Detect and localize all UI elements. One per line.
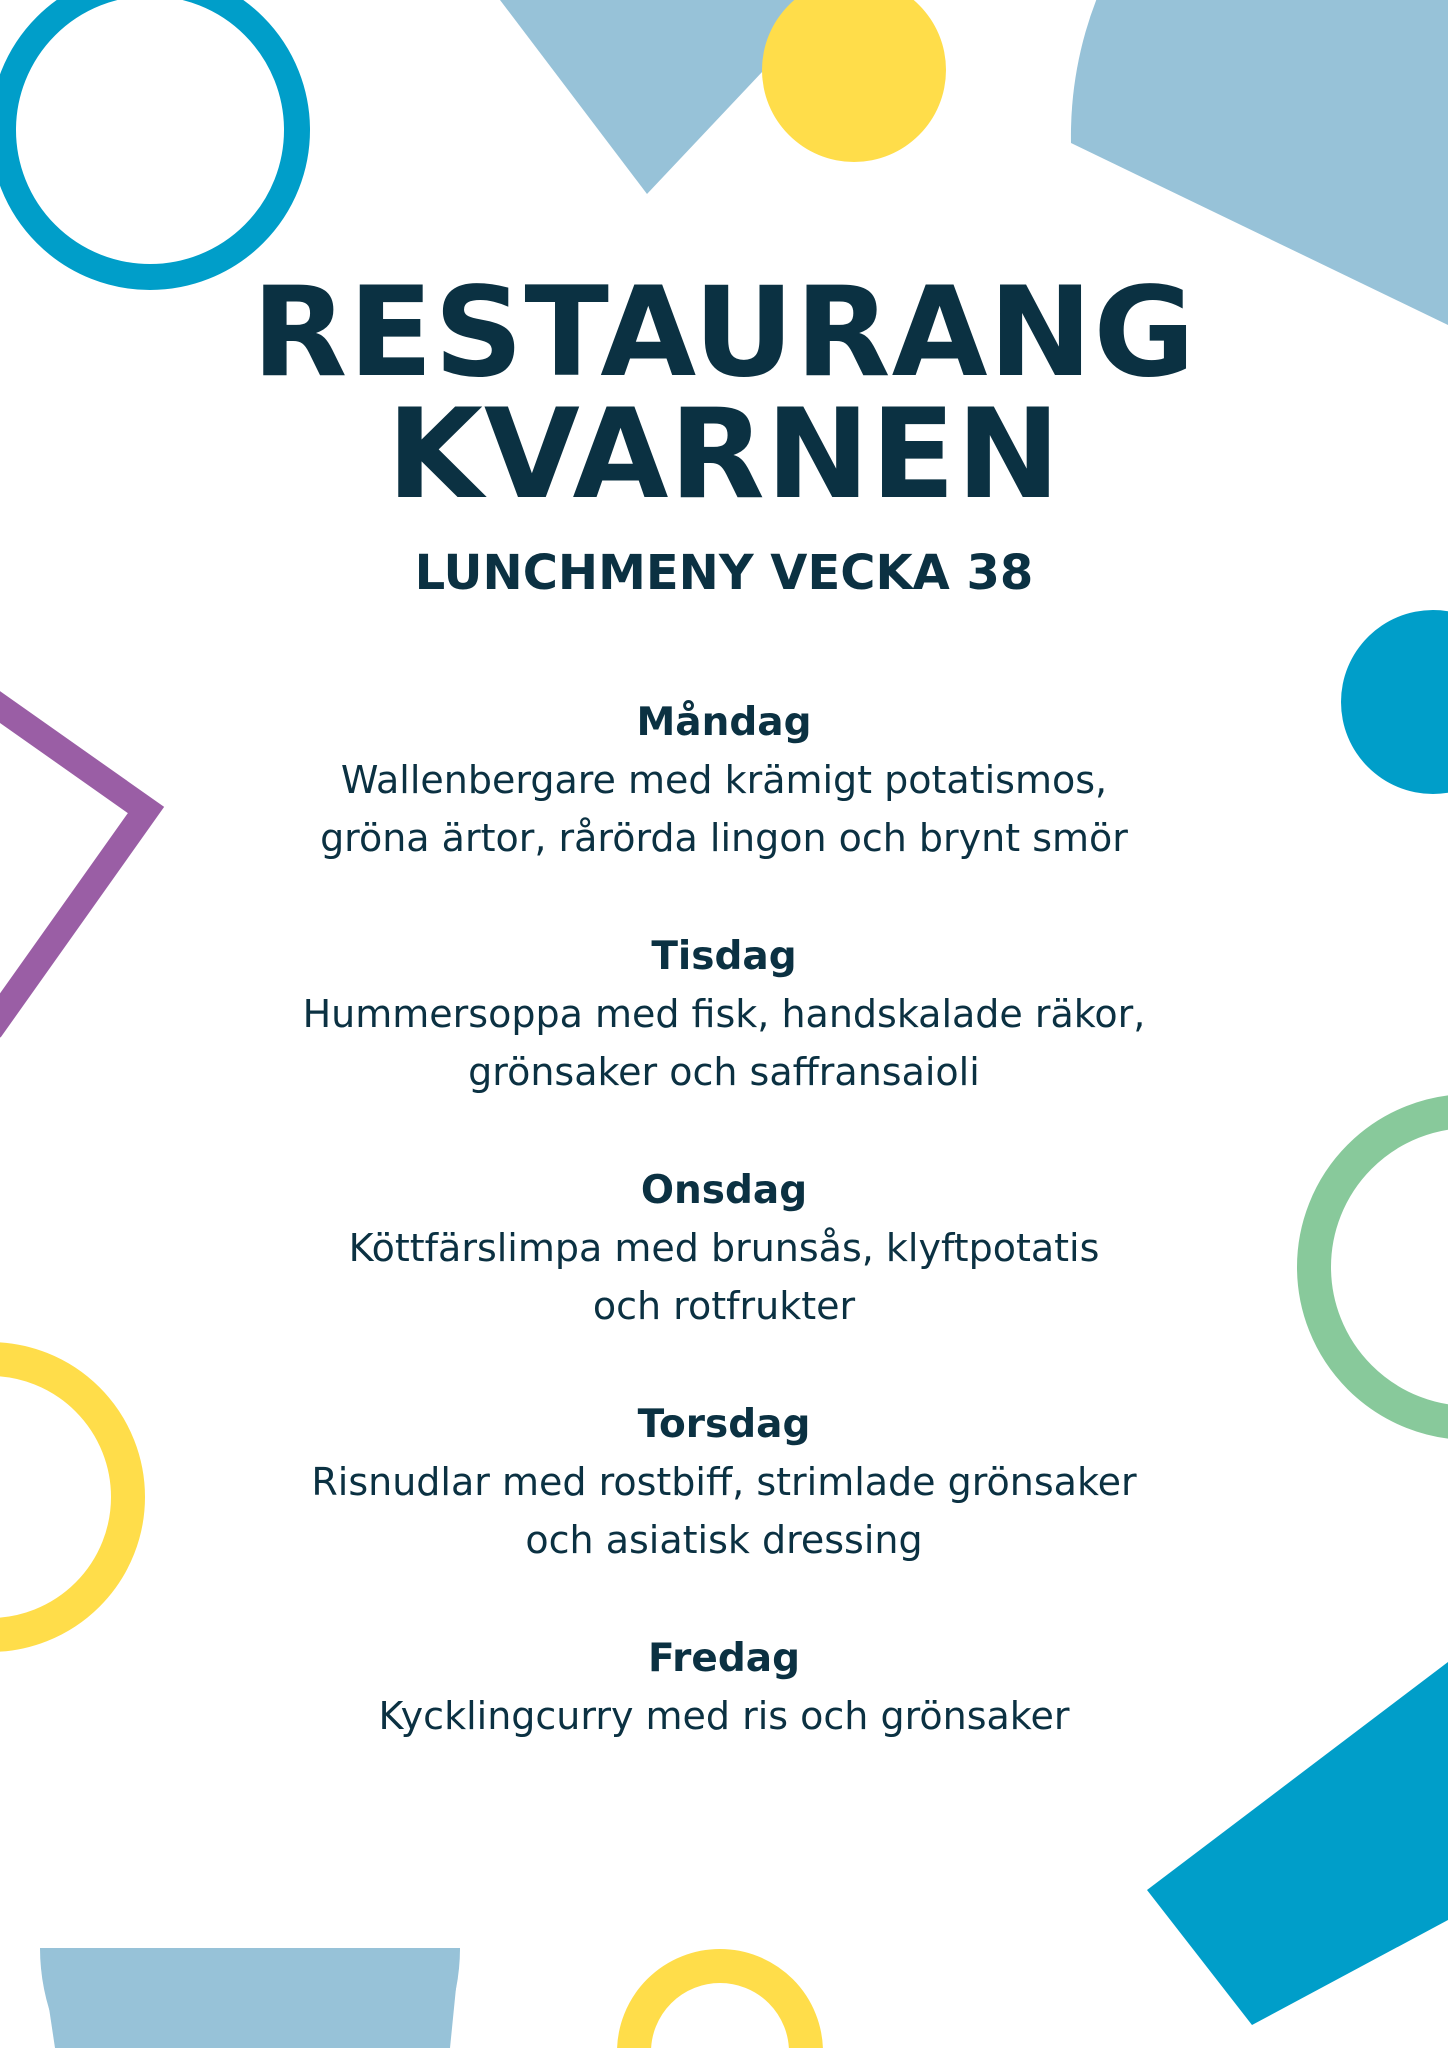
menu-subtitle: LUNCHMENY VECKA 38	[414, 545, 1034, 601]
menu-day-friday	[0, 1631, 1448, 1745]
dish-line: Kycklingcurry med ris och grönsaker	[378, 1694, 1070, 1738]
day-name: Fredag	[648, 1636, 800, 1681]
dish-line: Risnudlar med rostbiff, strimlade grönsaker	[311, 1460, 1137, 1504]
menu-day-wednesday	[0, 1163, 1448, 1335]
day-name: Måndag	[636, 700, 812, 745]
dish-line: och asiatisk dressing	[525, 1518, 923, 1562]
day-name: Onsdag	[640, 1168, 808, 1213]
dish-line: grönsaker och saffransaioli	[468, 1050, 980, 1094]
dish-line: Köttfärslimpa med brunsås, klyftpotatis	[348, 1226, 1100, 1270]
restaurant-name-line-2: KVARNEN	[386, 383, 1062, 527]
day-name: Tisdag	[651, 934, 797, 979]
menu-day-thursday	[0, 1397, 1448, 1569]
dish-line: Hummersoppa med fisk, handskalade räkor,	[302, 992, 1146, 1036]
dish-line: gröna ärtor, rårörda lingon och brynt smör	[320, 816, 1128, 860]
menu-day-tuesday	[0, 929, 1448, 1101]
menu-day-monday	[0, 695, 1448, 867]
dish-line: Wallenbergare med krämigt potatismos,	[340, 758, 1108, 802]
day-name: Torsdag	[637, 1402, 811, 1447]
dish-line: och rotfrukter	[592, 1284, 856, 1328]
restaurant-name-line-1: RESTAURANG	[251, 261, 1197, 405]
